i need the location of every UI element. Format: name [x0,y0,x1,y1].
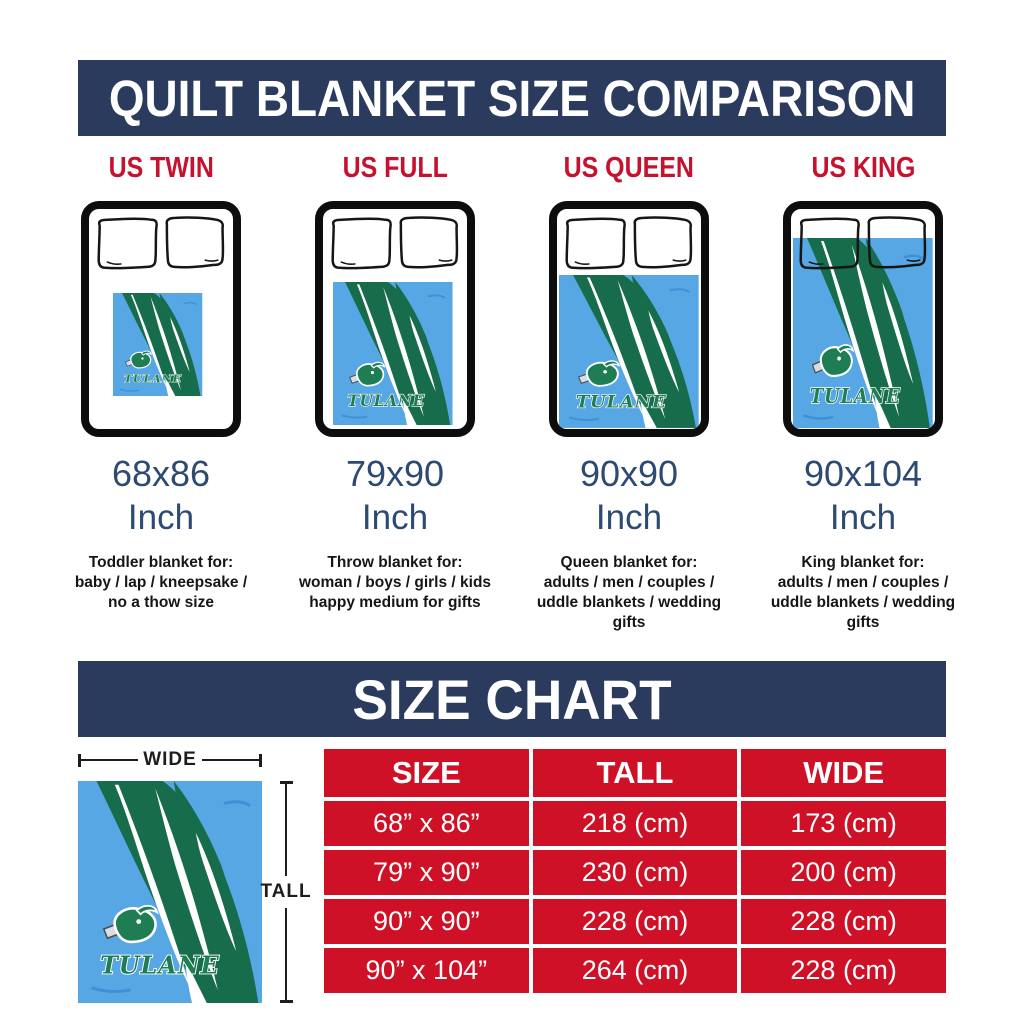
blanket-art [113,293,202,396]
measure-tick [280,1000,293,1003]
table-cell-tall: 264 (cm) [533,948,738,993]
blanket-dimensions: 68x86 [111,453,211,494]
quilt-size-infographic [0,60,1024,1024]
description-line: happy medium for gifts [309,594,481,612]
blanket-art [333,282,453,425]
column-us-twin [52,152,270,633]
table-cell-tall: 218 (cm) [533,801,738,846]
table-cell-wide: 228 (cm) [741,899,946,944]
pillows-icon [794,213,932,275]
dimension-unit: Inch [127,498,195,538]
tulane-logo-text: TULANE [347,390,426,410]
table-cell-tall: 228 (cm) [533,899,738,944]
size-chart-banner [78,661,946,737]
description-line: King blanket for: [801,554,925,572]
bed-illustration-king [783,201,943,437]
description-line: adults / men / couples / [543,574,715,592]
table-header-wide: WIDE [741,749,946,797]
table-cell-size: 68” x 86” [324,801,529,846]
tall-label: TALL [260,881,312,903]
figure-body [78,781,310,1003]
pillows-icon [92,213,230,275]
bed-size-name: US TWIN [108,152,214,184]
description-line: no a thow size [108,594,214,612]
measure-line [285,908,288,1000]
bed-size-name: US QUEEN [563,152,695,184]
description-line: Throw blanket for: [327,554,463,572]
blanket-description [520,553,738,633]
tulane-logo-text: TULANE [575,393,667,413]
blanket-dimensions: 79x90 [345,453,445,494]
wide-measure-arrow [78,749,262,771]
blanket-art [559,275,699,428]
dimension-unit: Inch [595,498,663,538]
pillows-icon [560,213,698,275]
title-banner [78,60,946,136]
size-chart-title: SIZE CHART [352,667,672,731]
tulane-logo-text: TULANE [809,383,901,408]
size-chart-table [324,749,946,993]
tulane-logo-text: TULANE [124,371,183,386]
description-line: baby / lap / kneepsake / [74,574,248,592]
table-cell-size: 90” x 104” [324,948,529,993]
table-cell-wide: 228 (cm) [741,948,946,993]
bed-size-name: US FULL [342,152,448,184]
measured-blanket-figure [78,749,310,1003]
blanket-art-large [78,781,262,1003]
table-cell-size: 79” x 90” [324,850,529,895]
table-cell-wide: 173 (cm) [741,801,946,846]
size-chart-section [78,749,946,1003]
pillows-icon [326,213,464,275]
table-header-tall: TALL [533,749,738,797]
column-us-king [754,152,972,633]
blanket-dimensions: 90x104 [803,453,923,494]
description-line: uddle blankets / wedding gifts [536,594,722,632]
blanket-description [75,553,247,613]
bed-illustration-full [315,201,475,437]
bed-illustration-queen [549,201,709,437]
description-line: uddle blankets / wedding gifts [770,594,956,632]
measure-tick [259,754,262,767]
description-line: Toddler blanket for: [88,554,234,572]
measure-line [202,759,259,762]
table-header-size: SIZE [324,749,529,797]
description-line: woman / boys / girls / kids [298,574,492,592]
description-line: Queen blanket for: [560,554,698,572]
dimension-unit: Inch [829,498,897,538]
table-cell-wide: 200 (cm) [741,850,946,895]
measure-line [285,784,288,876]
column-us-full [286,152,504,633]
wide-label: WIDE [143,749,197,771]
size-comparison-row [0,152,1024,633]
page-title: QUILT BLANKET SIZE COMPARISON [108,69,916,127]
tall-measure-arrow [262,781,310,1003]
table-cell-tall: 230 (cm) [533,850,738,895]
blanket-description [754,553,972,633]
blanket-description [299,553,491,613]
description-line: adults / men / couples / [777,574,949,592]
column-us-queen [520,152,738,633]
bed-illustration-twin [81,201,241,437]
tulane-logo-text: TULANE [100,950,220,980]
dimension-unit: Inch [361,498,429,538]
table-cell-size: 90” x 90” [324,899,529,944]
blanket-dimensions: 90x90 [579,453,679,494]
bed-size-name: US KING [811,152,915,184]
measure-line [81,759,138,762]
